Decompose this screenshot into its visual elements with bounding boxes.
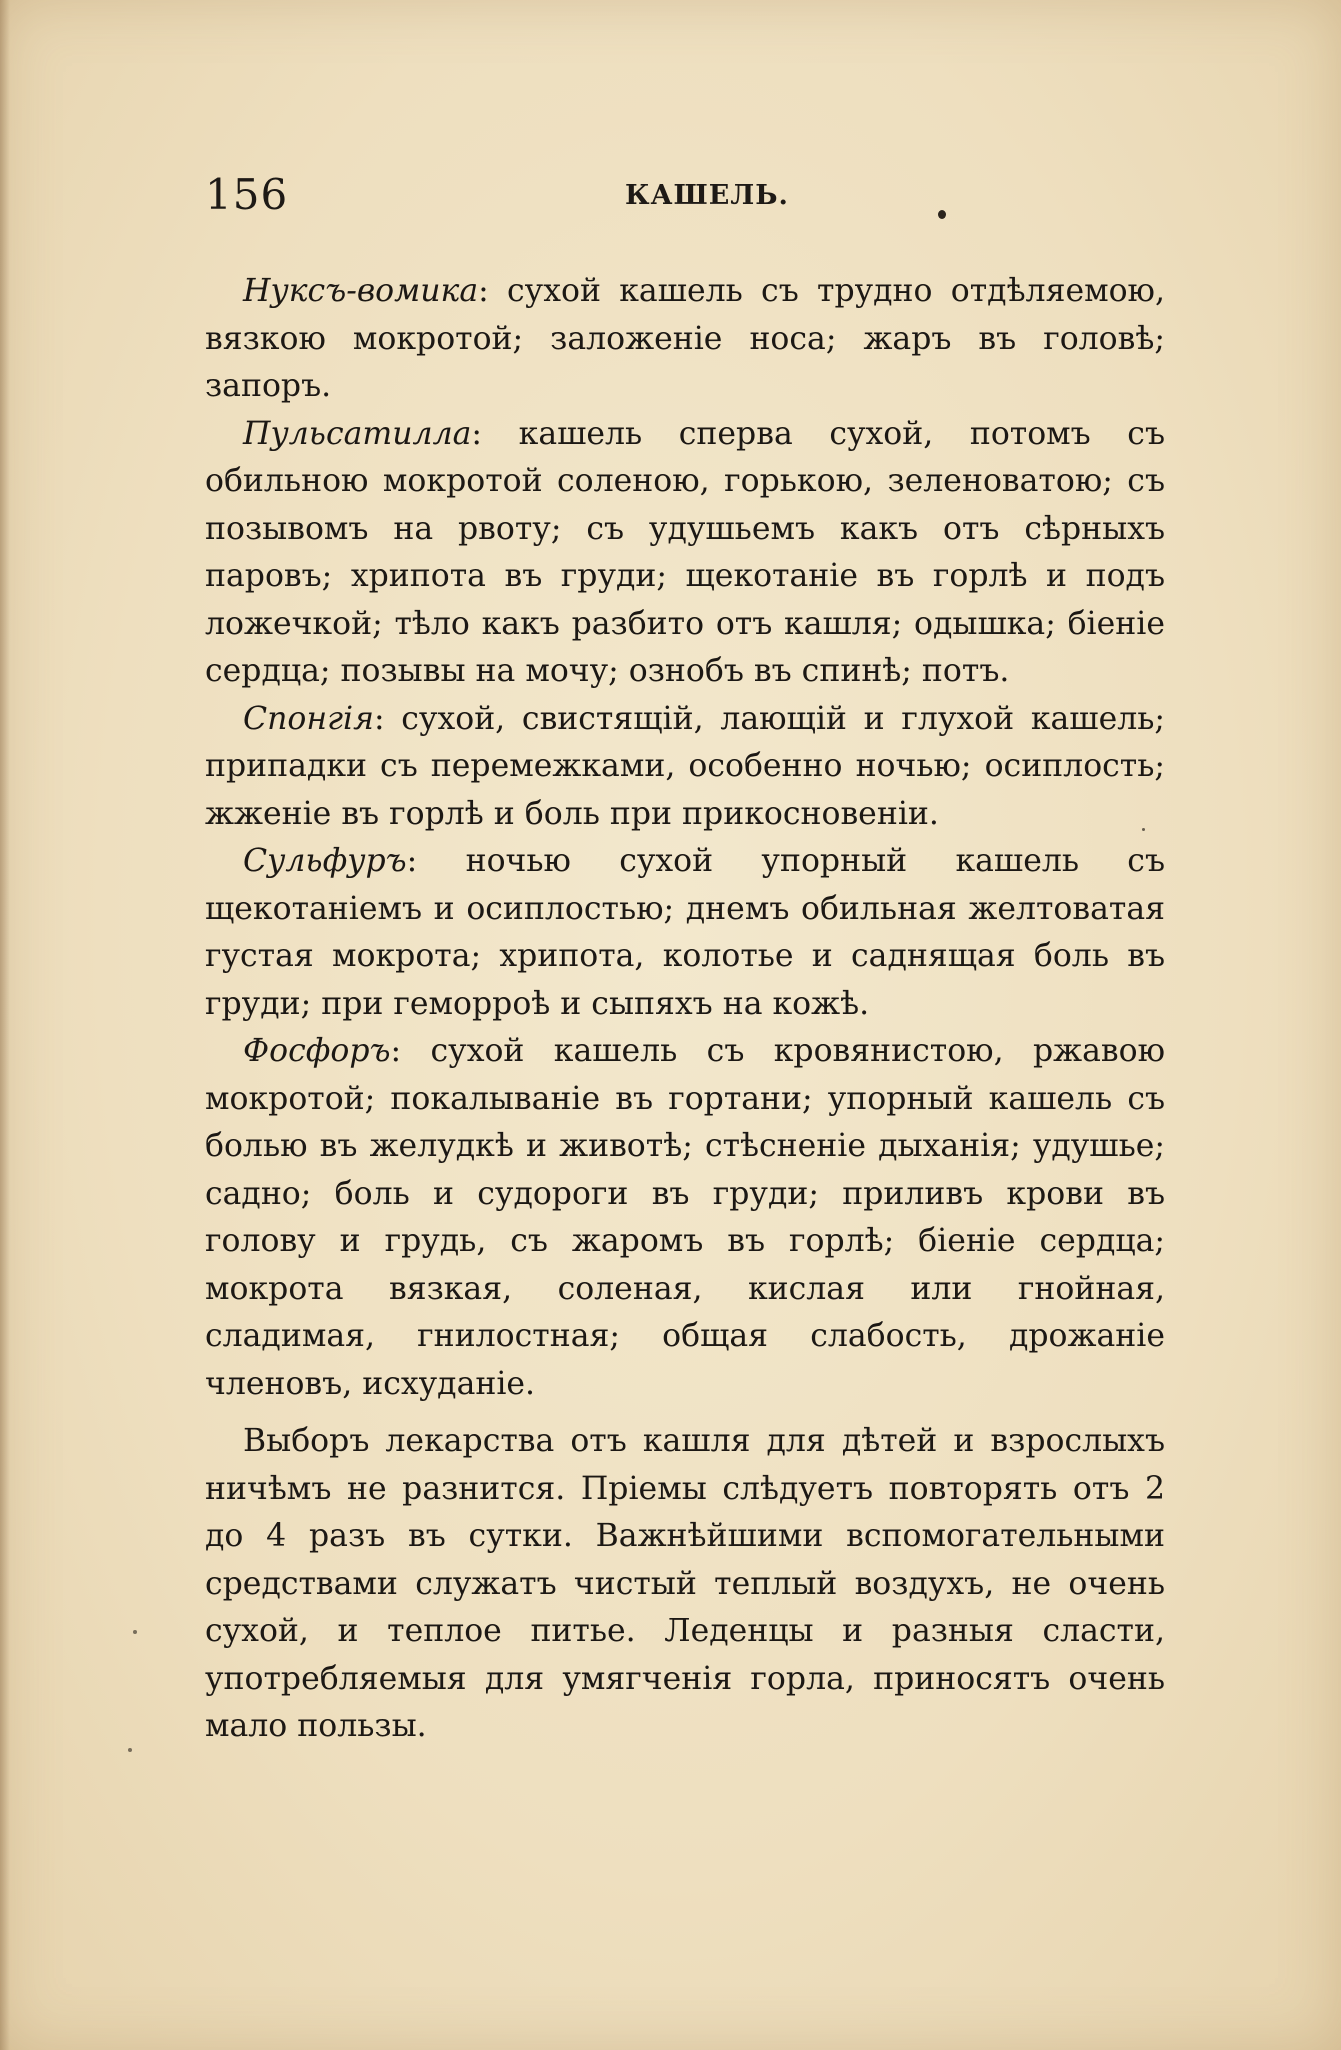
paragraph-spongia: [205, 696, 1165, 839]
paragraph-text: : сухой кашель съ кровянистою, ржавою мокротой; покалываніе въ гортани; упорный кашель съ болью въ желудкѣ и животѣ; стѣсненіе дыханія; удушье; садно; боль и судороги въ груди; приливъ крови въ голову и грудь, съ жаромъ въ горлѣ; біеніе сердца; мокрота вязкая, соленая, кислая или гнойная, сладимая, гнилостная; общая слабость, дрожаніе членовъ, исхуданіе.: [205, 1033, 1165, 1402]
paragraph-text: : сухой, свистящій, лающій и глухой кашель; припадки съ перемежками, особенно ночью; осиплость; жженіе въ горлѣ и боль при прикосновеніи.: [205, 700, 1165, 832]
paragraph-sulphur: [205, 838, 1165, 1028]
ink-speck: [128, 1748, 132, 1752]
remedy-name: Сульфуръ: [243, 843, 407, 879]
paragraph-text: : кашель сперва сухой, потомъ съ обильною мокротой соленою, горькою, зеленоватою; съ позывомъ на рвоту; съ удушьемъ какъ отъ сѣрныхъ паровъ; хрипота въ груди; щекотаніе въ горлѣ и подъ ложечкой; тѣло какъ разбито отъ кашля; одышка; біеніе сердца; позывы на мочу; ознобъ въ спинѣ; потъ.: [205, 415, 1165, 689]
paragraph-pulsatilla: [205, 411, 1165, 696]
remedy-name: Пульсатилла: [243, 415, 472, 452]
text-body: [205, 268, 1165, 1751]
paragraph-text: : ночью сухой упорный кашель съ щекотаніемъ и осиплостью; днемъ обильная желтоватая густая мокрота; хрипота, колотье и саднящая боль въ груди; при геморроѣ и сыпяхъ на кожѣ.: [205, 843, 1165, 1022]
remedy-name: Нуксъ-вомика: [243, 273, 479, 309]
page-number: 156: [205, 170, 289, 219]
ink-speck: [1142, 828, 1145, 831]
ink-speck: [133, 1630, 137, 1634]
paragraph-text: Выборъ лекарства отъ кашля для дѣтей и взрослыхъ ничѣмъ не разнится. Пріемы слѣдуетъ повторять отъ 2 до 4 разъ въ сутки. Важнѣйшими вспомогательными средствами служатъ чистый теплый воздухъ, не очень сухой, и теплое питье. Леденцы и разныя сласти, употребляемыя для умягченія горла, приносятъ очень мало пользы.: [205, 1423, 1165, 1744]
page-header: [205, 170, 1165, 230]
paragraph-text: : сухой кашель съ трудно отдѣляемою, вязкою мокротой; заложеніе носа; жаръ въ головѣ; запоръ.: [205, 273, 1165, 404]
paragraph-phosphorus: [205, 1028, 1165, 1408]
remedy-name: Фосфоръ: [243, 1033, 391, 1069]
running-head: КАШЕЛЬ.: [625, 180, 789, 211]
remedy-name: Спонгія: [243, 700, 374, 737]
paragraph-nux-vomica: [205, 268, 1165, 411]
ink-speck: [938, 210, 946, 219]
paragraph-conclusion: [205, 1418, 1165, 1751]
